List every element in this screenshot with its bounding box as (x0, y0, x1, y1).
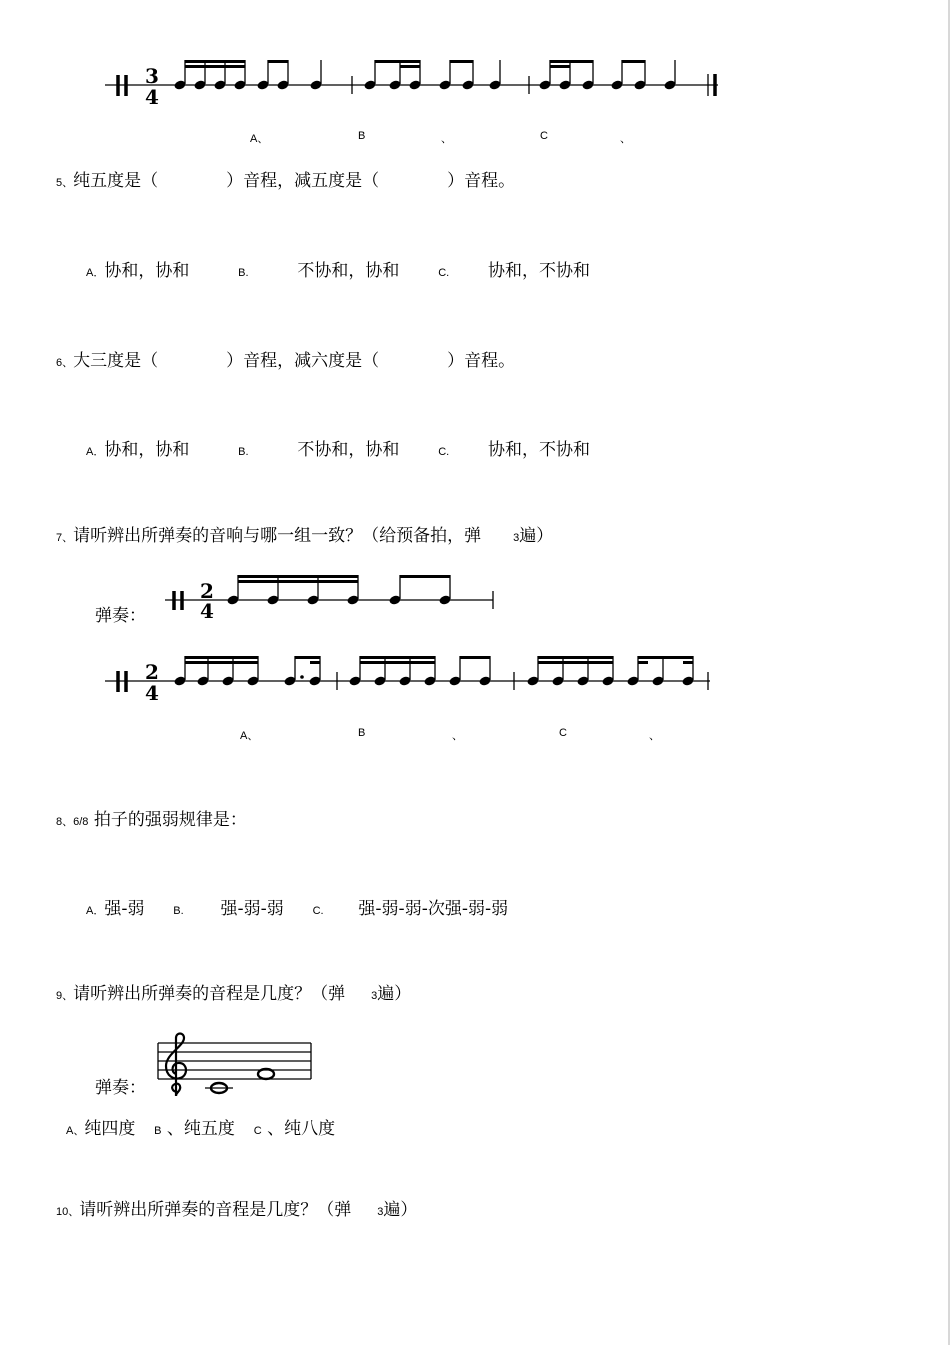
q7-option-c[interactable]: C (559, 727, 567, 739)
note-beam (295, 656, 320, 659)
q8-opt-a-letter[interactable]: A． (86, 905, 105, 917)
q4-option-c[interactable]: C (540, 130, 548, 142)
q5-number: 5、 (56, 177, 74, 189)
q10-repeat-count: 3 (377, 1206, 384, 1218)
note-beam (185, 656, 258, 659)
q10-text-end: 遍） (383, 1200, 418, 1220)
q9-repeat-count: 3 (371, 990, 378, 1002)
q5-opt-a-letter[interactable]: A． (86, 267, 105, 279)
note-beam (550, 60, 593, 63)
q6-opt-b[interactable]: 不协和，协和 (297, 440, 400, 460)
q7-play-label: 弹奏： (95, 606, 146, 626)
q9-options (66, 1119, 335, 1141)
q7-option-a[interactable]: A、 (240, 730, 259, 742)
q9-opt-a-letter[interactable]: A、 (66, 1125, 85, 1137)
q8-opt-b[interactable]: 强-弱-弱 (220, 899, 284, 919)
q4-rhythm-staff (0, 0, 950, 130)
q7-question (56, 526, 553, 548)
q9-opt-b-letter[interactable]: B (154, 1125, 162, 1137)
note-beam (268, 60, 288, 63)
note-beam (360, 656, 435, 659)
q7-option-b-sep: 、 (452, 730, 463, 742)
q8-opt-c-letter[interactable]: C. (312, 905, 324, 917)
q7-played-time-bottom: 4 (200, 599, 214, 623)
note-beam (638, 656, 693, 659)
q8-opt-b-letter[interactable]: B. (173, 905, 184, 917)
q9-question (56, 984, 411, 1006)
q4-time-sig-top: 3 (145, 64, 159, 88)
q9-opt-c-letter[interactable]: C (253, 1125, 262, 1137)
note-beam (400, 65, 420, 68)
q5-question (56, 171, 515, 193)
q9-text: 请听辨出所弹奏的音程是几度？（弹 (73, 984, 346, 1004)
q6-opt-c[interactable]: 协和，不协和 (488, 440, 590, 460)
q5-opt-b[interactable]: 不协和，协和 (297, 261, 400, 281)
q4-option-a[interactable]: A、 (250, 133, 269, 145)
q6-opt-b-letter[interactable]: B. (238, 446, 249, 458)
q6-question (56, 351, 515, 373)
q8-number: 8、 (56, 816, 74, 828)
note-beam (622, 60, 645, 63)
q10-text: 请听辨出所弹奏的音程是几度？（弹 (79, 1200, 352, 1220)
q6-opt-a-letter[interactable]: A． (86, 446, 105, 458)
q4-option-c-sep: 、 (620, 133, 631, 145)
q10-question (56, 1200, 417, 1222)
q5-opt-c-letter[interactable]: C. (438, 267, 450, 279)
q5-opt-b-letter[interactable]: B. (238, 267, 249, 279)
q7-number: 7、 (56, 532, 74, 544)
q4-time-sig-bottom: 4 (145, 85, 159, 109)
note-beam (185, 661, 258, 664)
note-beam (683, 661, 693, 664)
q4-option-b-sep: 、 (441, 133, 452, 145)
q7-option-c-sep: 、 (649, 730, 660, 742)
q7-played-staff (0, 570, 950, 630)
q8-opt-c[interactable]: 强-弱-弱-次强-弱-弱 (358, 899, 509, 919)
q7-text-end: 遍） (519, 526, 554, 546)
q7-played-time-top: 2 (200, 579, 214, 603)
q8-options (86, 899, 508, 921)
q7-options-time-bottom: 4 (145, 681, 159, 705)
q7-text: 请听辨出所弹奏的音响与哪一组一致？（给预备拍，弹 (73, 526, 482, 546)
q6-text: 大三度是（ ）音程，减六度是（ ）音程。 (73, 351, 516, 371)
q9-treble-staff (0, 1030, 950, 1110)
q9-play-label: 弹奏： (95, 1078, 146, 1098)
whole-note-c (205, 1083, 233, 1093)
dot (300, 675, 304, 679)
q6-opt-a[interactable]: 协和，协和 (104, 440, 190, 460)
q9-opt-c[interactable]: 、纯八度 (267, 1119, 336, 1139)
q8-meter: 6/8 (73, 816, 89, 828)
q7-option-b[interactable]: B (358, 727, 366, 739)
note-beam (638, 661, 648, 664)
q7-repeat-count: 3 (513, 532, 520, 544)
note-beam (538, 661, 613, 664)
q8-text: 拍子的强弱规律是： (93, 810, 247, 830)
q8-question (56, 810, 247, 832)
note-beam (460, 656, 490, 659)
q6-opt-c-letter[interactable]: C. (438, 446, 450, 458)
q7-options-staff (0, 652, 950, 712)
q5-options (86, 261, 590, 283)
note-beam (550, 65, 570, 68)
note-beam (400, 575, 450, 578)
note-beam (310, 661, 320, 664)
note-beam (238, 575, 358, 578)
q9-opt-b[interactable]: 、纯五度 (166, 1119, 235, 1139)
note-beam (538, 656, 613, 659)
q10-number: 10、 (56, 1206, 80, 1218)
note-beam (238, 580, 358, 583)
q5-text: 纯五度是（ ）音程，减五度是（ ）音程。 (73, 171, 516, 191)
q6-number: 6、 (56, 357, 74, 369)
q6-options (86, 440, 590, 462)
q9-text-end: 遍） (377, 984, 412, 1004)
q8-opt-a[interactable]: 强-弱 (104, 899, 145, 919)
q4-option-b[interactable]: B (358, 130, 366, 142)
q5-opt-a[interactable]: 协和，协和 (104, 261, 190, 281)
q5-opt-c[interactable]: 协和，不协和 (488, 261, 590, 281)
q9-opt-a[interactable]: 纯四度 (84, 1119, 136, 1139)
note-beam (185, 60, 245, 63)
q9-number: 9、 (56, 990, 74, 1002)
q7-options-time-top: 2 (145, 660, 159, 684)
note-beam (450, 60, 473, 63)
note-beam (360, 661, 435, 664)
note-beam (375, 60, 420, 63)
note-beam (185, 65, 245, 68)
